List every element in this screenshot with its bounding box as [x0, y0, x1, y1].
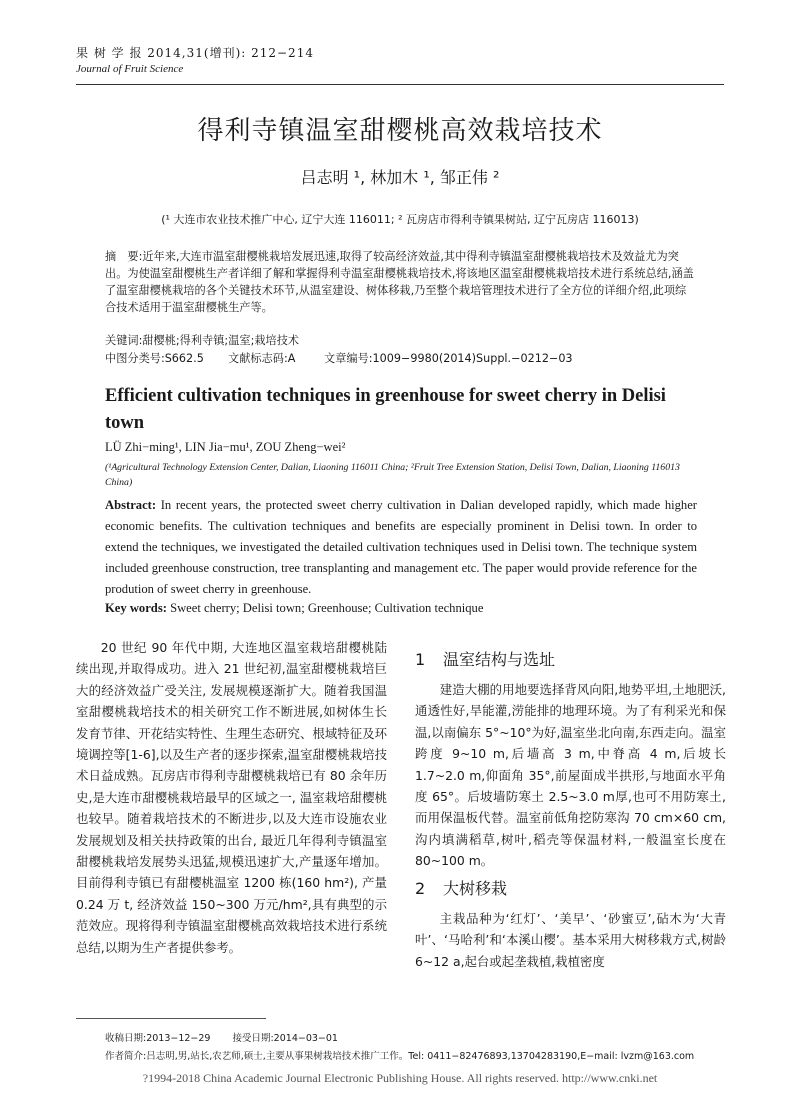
- left-column: [76, 637, 387, 958]
- section-1-number: 1: [415, 650, 426, 669]
- abstract-cn-text: 近年来,大连市温室甜樱桃栽培发展迅速,取得了较高经济效益,其中得利寺镇温室甜樱桃栽培技术及效益尤为突出。为使温室甜樱桃生产者详细了解和掌握得利寺温室甜樱桃栽培技术,将该地区温室甜樱桃栽培技术进行系统总结,涵盖了温室甜樱桃栽培的各个关键技术环节,从温室建设、树体移栽,乃至整个栽培管理技术进行了全方位的详细介绍,此项综合技术适用于温室甜樱桃生产等。: [105, 250, 694, 314]
- section-2-paragraph: 主栽品种为‘红灯’、‘美早’、‘砂蜜豆’,砧木为‘大青叶’、‘马哈利’和‘本溪山樱’。基本采用大树移栽方式,树龄 6~12 a,起台或起垄栽植,栽植密度: [415, 911, 726, 969]
- section-1-title: 温室结构与选址: [443, 650, 556, 669]
- document-code: 文献标志码:A: [228, 352, 296, 365]
- keywords-cn-text: 甜樱桃;得利寺镇;温室;栽培技术: [142, 334, 300, 347]
- author-info: 作者简介:吕志明,男,站长,农艺师,硕士,主要从事果树栽培技术推广工作。Tel: 0411−82476893,13704283190,E−mail: lvzm@163.com: [105, 1051, 695, 1062]
- header-rule: [76, 84, 724, 85]
- section-2-heading: [415, 876, 507, 899]
- keywords-cn-label: 关键词:: [105, 334, 143, 347]
- section-1-heading: [415, 647, 555, 670]
- english-abstract: [105, 495, 697, 600]
- paper-title: 得利寺镇温室甜樱桃高效栽培技术: [197, 116, 603, 146]
- classification-line: [105, 350, 705, 366]
- affiliation: (¹ 大连市农业技术推广中心, 辽宁大连 116011; ² 瓦房店市得利寺镇果树站, 辽宁瓦房店 116013): [161, 213, 639, 226]
- section-2-body: [415, 908, 726, 972]
- keywords-cn: [105, 332, 299, 348]
- section-2-title: 大树移栽: [443, 879, 508, 898]
- abstract-cn-label: 摘 要:: [105, 250, 143, 263]
- section-1-body: [415, 679, 726, 872]
- english-title: Efficient cultivation techniques in greenhouse for sweet cherry in Delisi town: [105, 386, 666, 433]
- english-keywords: [105, 601, 483, 616]
- article-number: 文章编号:1009−9980(2014)Suppl.−0212−03: [324, 352, 573, 365]
- intro-paragraph: 20 世纪 90 年代中期, 大连地区温室栽培甜樱桃陆续出现,并取得成功。进入 21 世纪初,温室甜樱桃栽培巨大的经济效益广受关注, 发展规模逐渐扩大。随着我国温室甜樱桃栽培技术的相关研究工作不断进展,如树体生长发育节律、开花结实特性、生理生态研究、根域特征及环境调控等[1-6],以及生产者的逐步探索,温室甜樱桃栽培技术日益成熟。瓦房店市得利寺甜樱桃栽培已有 80 余年历史,是大连市甜樱桃栽培最早的区域之一, 温室栽培甜樱桃也较早。随着栽培技术的不断进步,以及大连市设施农业发展规划及相关扶持政策的出台, 最近几年得利寺镇温室甜樱桃栽培发展势头迅猛,规模迅速扩大,产量逐年增加。目前得利寺镇已有甜樱桃温室 1200 栋(160 hm²), 产量 0.24 万 t, 经济效益 150~300 万元/hm²,具有典型的示范效应。现将得利寺镇温室甜樱桃高效栽培技术进行系统总结,以期为生产者提供参考。: [76, 640, 387, 955]
- clc-number: 中图分类号:S662.5: [105, 352, 204, 365]
- footnote-rule: [76, 1018, 266, 1019]
- received-date: 收稿日期:2013−12−29: [105, 1033, 211, 1044]
- english-keywords-text: Sweet cherry; Delisi town; Greenhouse; Cultivation technique: [170, 601, 484, 615]
- section-1-paragraph: 建造大棚的用地要选择背风向阳,地势平坦,土地肥沃,通透性好,旱能灌,涝能排的地理环境。为了有利采光和保温,以南偏东 5°~10°为好,温室坐北向南,东西走向。温室跨度 9~10 m,后墙高 3 m,中脊高 4 m,后坡长 1.7~2.0 m,仰面角 35°,前屋面成半拱形,与地面水平角度 65°。后坡墙防寒土 2.5~3.0 m厚,也可不用防寒土,而用保温板代替。温室前低角挖防寒沟 70 cm×60 cm,沟内填满稻草,树叶,稻壳等保温材料,一般温室长度在 80~100 m。: [415, 682, 726, 869]
- journal-header-en: Journal of Fruit Science: [76, 63, 184, 75]
- english-authors: LÜ Zhi−ming¹, LIN Jia−mu¹, ZOU Zheng−wei²: [105, 440, 346, 454]
- accepted-date: 接受日期:2014−03−01: [232, 1033, 338, 1044]
- english-abstract-label: Abstract:: [105, 498, 157, 512]
- authors: 吕志明 ¹, 林加木 ¹, 邹正伟 ²: [300, 168, 500, 187]
- section-2-number: 2: [415, 879, 426, 898]
- footnote-dates: [105, 1030, 360, 1044]
- abstract-cn: [105, 248, 697, 316]
- copyright-line: ?1994-2018 China Academic Journal Electronic Publishing House. All rights reserved. http://www.cnki.net: [142, 1071, 658, 1085]
- english-affiliation: (¹Agricultural Technology Extension Center, Dalian, Liaoning 116011 China; ²Fruit Tree Extension Station, Delisi Town, Dalian, Liaoning 116013 China): [105, 462, 680, 488]
- journal-header-cn: 果 树 学 报 2014,31(增刊): 212−214: [76, 46, 314, 60]
- english-abstract-text: In recent years, the protected sweet cherry cultivation in Dalian developed rapidly, which made higher economic benefits. The cultivation techniques and benefits are especially prominent in Delisi town. In order to extend the techniques, we investigated the detailed cultivation techniques used in Delisi town. The technique system included greenhouse construction, tree transplanting and management etc. The paper would provide reference for the prodution of sweet cherry in greenhouse.: [105, 498, 697, 596]
- english-keywords-label: Key words:: [105, 601, 167, 615]
